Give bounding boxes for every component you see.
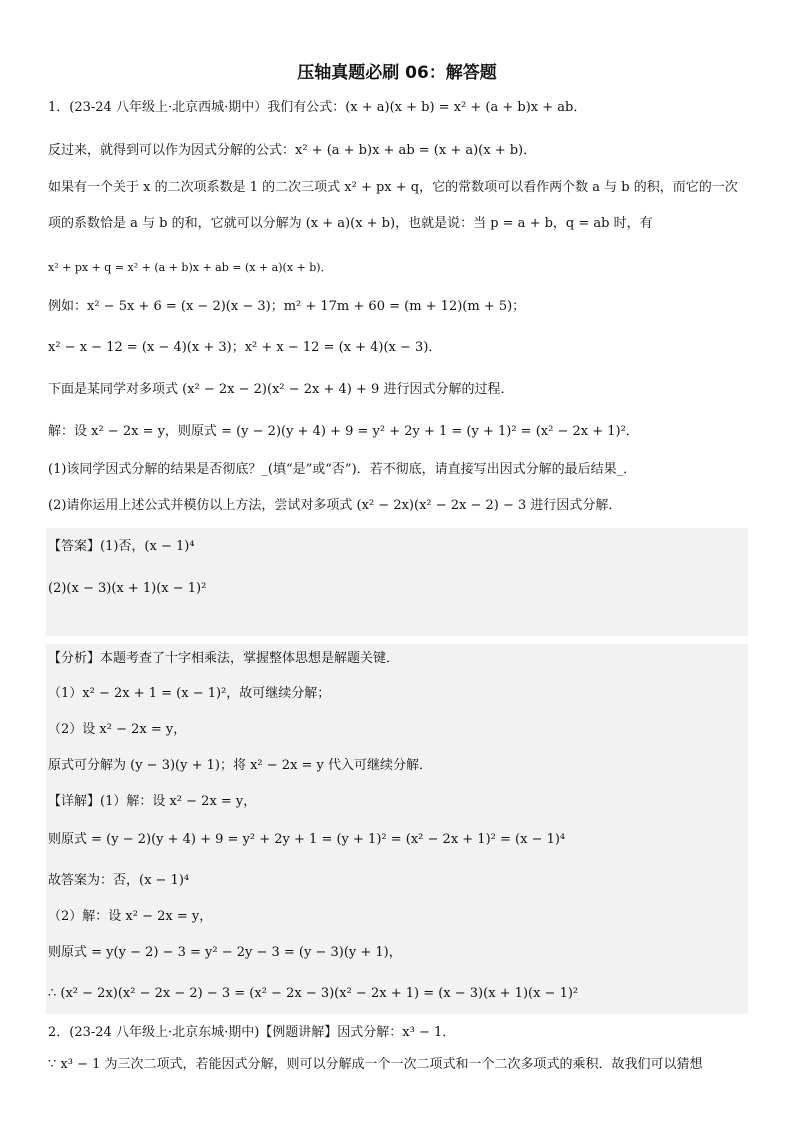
- q1-subquestion-2: (2)请你运用上述公式并模仿以上方法，尝试对多项式 (x² − 2x)(x² − 2x − 2) − 3 进行因式分解．: [48, 498, 622, 513]
- q1-line-2: 反过来，就得到可以作为因式分解的公式：x² + (a + b)x + ab = (x + a)(x + b)．: [48, 143, 537, 158]
- detail-line-5: ∴ (x² − 2x)(x² − 2x − 2) − 3 = (x² − 2x − 3)(x² − 2x + 1) = (x − 3)(x + 1)(x − 1)²: [48, 986, 579, 1001]
- q1-line-5: x² + px + q = x² + (a + b)x + ab = (x + a)(x + b)．: [48, 261, 332, 274]
- q1-line-9: 解：设 x² − 2x = y，则原式 = (y − 2)(y + 4) + 9 = y² + 2y + 1 = (y + 1)² = (x² − 2x + 1)²．: [48, 424, 639, 439]
- q1-line-3: 如果有一个关于 x 的二次项系数是 1 的二次三项式 x² + px + q，它的常数项可以看作两个数 a 与 b 的积，而它的一次: [48, 180, 738, 195]
- analysis-line-1: （1）x² − 2x + 1 = (x − 1)²，故可继续分解；: [48, 686, 331, 701]
- detail-heading: 【详解】(1）解：设 x² − 2x = y，: [48, 794, 257, 809]
- detail-line-3: （2）解：设 x² − 2x = y，: [48, 909, 213, 924]
- analysis-heading: 【分析】本题考查了十字相乘法，掌握整体思想是解题关键．: [48, 651, 400, 666]
- q1-line-7: x² − x − 12 = (x − 4)(x + 3)；x² + x − 12 = (x + 4)(x − 3)．: [48, 340, 442, 355]
- q1-subquestion-1: (1)该同学因式分解的结果是否彻底？_(填“是”或“否”)．若不彻底，请直接写出因式分解的最后结果_．: [48, 462, 637, 477]
- q1-line-6: 例如：x² − 5x + 6 = (x − 2)(x − 3)；m² + 17m + 60 = (m + 12)(m + 5)；: [48, 299, 526, 314]
- analysis-line-3: 原式可分解为 (y − 3)(y + 1)；将 x² − 2x = y 代入可继续分解．: [48, 758, 433, 773]
- q2-line-2: ∵ x³ − 1 为三次二项式，若能因式分解，则可以分解成一个一次二项式和一个二次多项式的乘积．故我们可以猜想: [48, 1057, 703, 1072]
- q2-line-1: 2．(23-24 八年级上·北京东城·期中)【例题讲解】因式分解：x³ − 1．: [48, 1025, 456, 1040]
- page-title: 压轴真题必刷 06：解答题: [297, 63, 497, 83]
- q1-line-1: 1．(23-24 八年级上·北京西城·期中）我们有公式：(x + a)(x + b) = x² + (a + b)x + ab．: [48, 100, 587, 115]
- answer-line-2: (2)(x − 3)(x + 1)(x − 1)²: [48, 581, 207, 596]
- q1-line-8: 下面是某同学对多项式 (x² − 2x − 2)(x² − 2x + 4) + 9 进行因式分解的过程．: [48, 382, 514, 397]
- answer-line-1: 【答案】(1)否，(x − 1)⁴: [48, 539, 195, 554]
- analysis-line-2: （2）设 x² − 2x = y，: [48, 722, 187, 737]
- detail-line-1: 则原式 = (y − 2)(y + 4) + 9 = y² + 2y + 1 = (y + 1)² = (x² − 2x + 1)² = (x − 1)⁴: [48, 832, 566, 847]
- detail-line-2: 故答案为：否，(x − 1)⁴: [48, 873, 190, 888]
- q1-line-4: 项的系数恰是 a 与 b 的和，它就可以分解为 (x + a)(x + b)，也就是说：当 p = a + b，q = ab 时，有: [48, 216, 653, 231]
- detail-line-4: 则原式 = y(y − 2) − 3 = y² − 2y − 3 = (y − 3)(y + 1)，: [48, 945, 402, 960]
